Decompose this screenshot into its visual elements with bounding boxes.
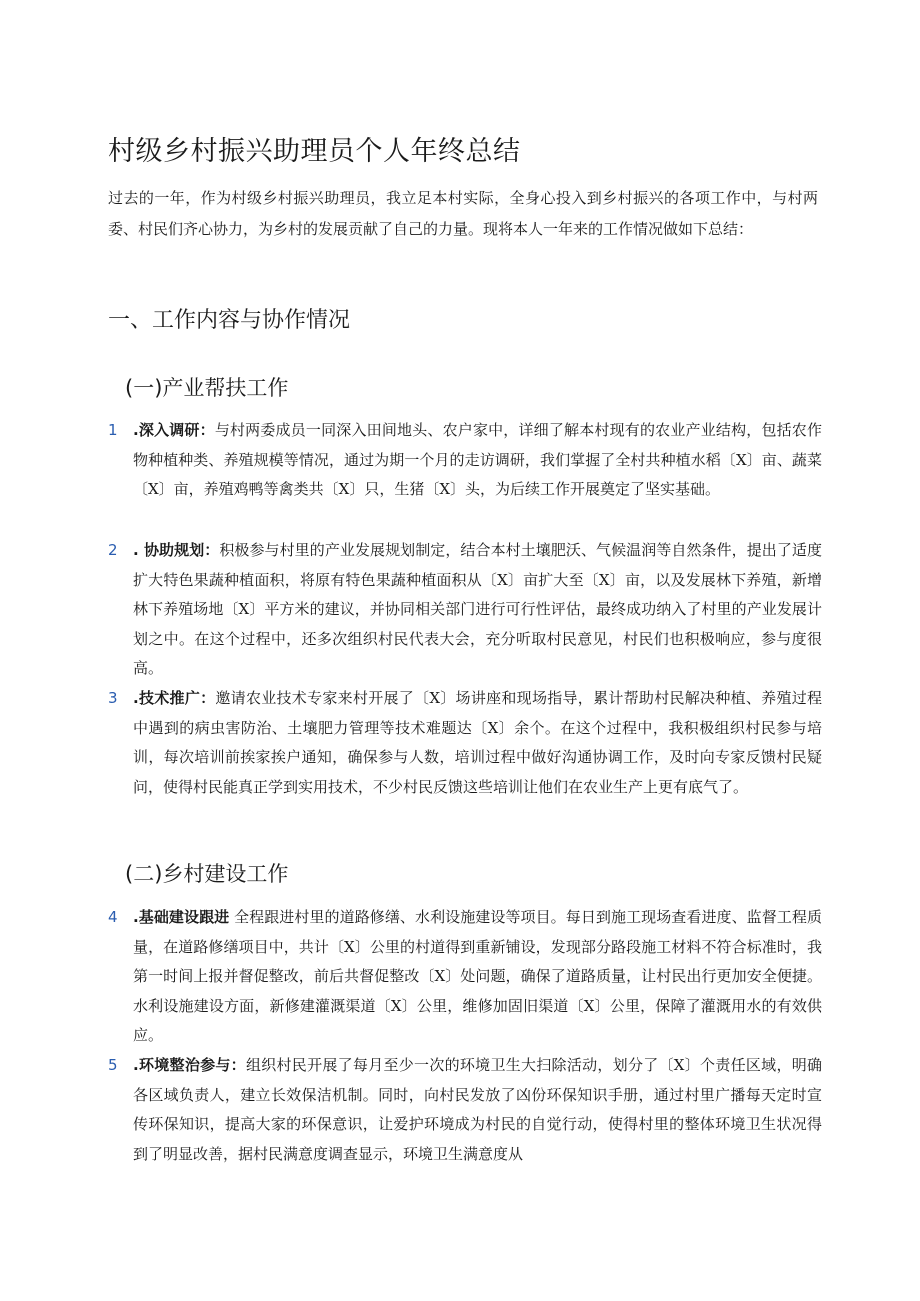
subsection-heading-industry: (一)产业帮扶工作	[125, 376, 289, 400]
list-item-lead: .环境整治参与：	[133, 1056, 246, 1074]
list-item-lead: . 协助规划：	[133, 541, 220, 559]
list-item-3	[108, 684, 822, 802]
list-item-text: 全程跟进村里的道路修缮、水利设施建设等项目。每日到施工现场查看进度、监督工程质量，在道路修缮项目中，共计〔X〕公里的村道得到重新铺设，发现部分路段施工材料不符合标准时，我第一时间上报并督促整改，前后共督促整改〔X〕处问题，确保了道路质量，让村民出行更加安全便捷。水利设施建设方面，新修建灌溉渠道〔X〕公里，维修加固旧渠道〔X〕公里，保障了灌溉用水的有效供应。	[133, 908, 822, 1044]
intro-paragraph: 过去的一年，作为村级乡村振兴助理员，我立足本村实际，全身心投入到乡村振兴的各项工作中，与村两委、村民们齐心协力，为乡村的发展贡献了自己的力量。现将本人一年来的工作情况做如下总结：	[108, 189, 818, 238]
subsection-heading-construction: (二)乡村建设工作	[125, 862, 289, 886]
list-item-text: 积极参与村里的产业发展规划制定，结合本村土壤肥沃、气候温润等自然条件，提出了适度扩大特色果蔬种植面积，将原有特色果蔬种植面积从〔X〕亩扩大至〔X〕亩，以及发展林下养殖，新增林下养殖场地〔X〕平方米的建议，并协同相关部门进行可行性评估，最终成功纳入了村里的产业发展计划之中。在这个过程中，还多次组织村民代表大会，充分听取村民意见，村民们也积极响应，参与度很高。	[133, 541, 823, 677]
list-number: 2	[108, 541, 118, 559]
list-item-body	[133, 416, 822, 505]
section-heading-1: 一、工作内容与协作情况	[108, 308, 351, 333]
list-item-text: 邀请农业技术专家来村开展了〔X〕场讲座和现场指导，累计帮助村民解决种植、养殖过程中遇到的病虫害防治、土壤肥力管理等技术难题达〔X〕余个。在这个过程中，我积极组织村民参与培训，每次培训前挨家挨户通知，确保参与人数，培训过程中做好沟通协调工作，及时向专家反馈村民疑问，使得村民能真正学到实用技术，不少村民反馈这些培训让他们在农业生产上更有底气了。	[133, 689, 823, 796]
list-number: 1	[108, 421, 118, 439]
list-number: 3	[108, 689, 118, 707]
list-number: 5	[108, 1056, 118, 1074]
list-item-lead: .基础建设跟进	[133, 908, 230, 926]
document-title: 村级乡村振兴助理员个人年终总结	[108, 136, 521, 167]
list-item-2	[108, 536, 822, 684]
list-item-lead: .技术推广：	[133, 689, 216, 707]
list-item-text: 与村两委成员一同深入田间地头、农户家中，详细了解本村现有的农业产业结构，包括农作物种植种类、养殖规模等情况，通过为期一个月的走访调研，我们掌握了全村共种植水稻〔X〕亩、蔬菜〔X〕亩，养殖鸡鸭等禽类共〔X〕只，生猪〔X〕头，为后续工作开展奠定了坚实基础。	[133, 421, 822, 498]
list-item-lead: .深入调研：	[133, 421, 215, 439]
list-number: 4	[108, 908, 118, 926]
list-item-text: 组织村民开展了每月至少一次的环境卫生大扫除活动，划分了〔X〕个责任区域，明确各区域负责人，建立长效保洁机制。同时，向村民发放了凶份环保知识手册，通过村里广播每天定时宣传环保知识，提高大家的环保意识，让爱护环境成为村民的自觉行动，使得村里的整体环境卫生状况得到了明显改善，据村民满意度调查显示，环境卫生满意度从	[133, 1056, 823, 1163]
list-item-body	[133, 536, 822, 684]
list-item-5	[108, 1051, 822, 1169]
list-item-body	[133, 903, 822, 1051]
list-item-body	[133, 684, 822, 802]
list-item-body	[133, 1051, 822, 1169]
list-item-1	[108, 416, 822, 505]
list-item-4	[108, 903, 822, 1051]
